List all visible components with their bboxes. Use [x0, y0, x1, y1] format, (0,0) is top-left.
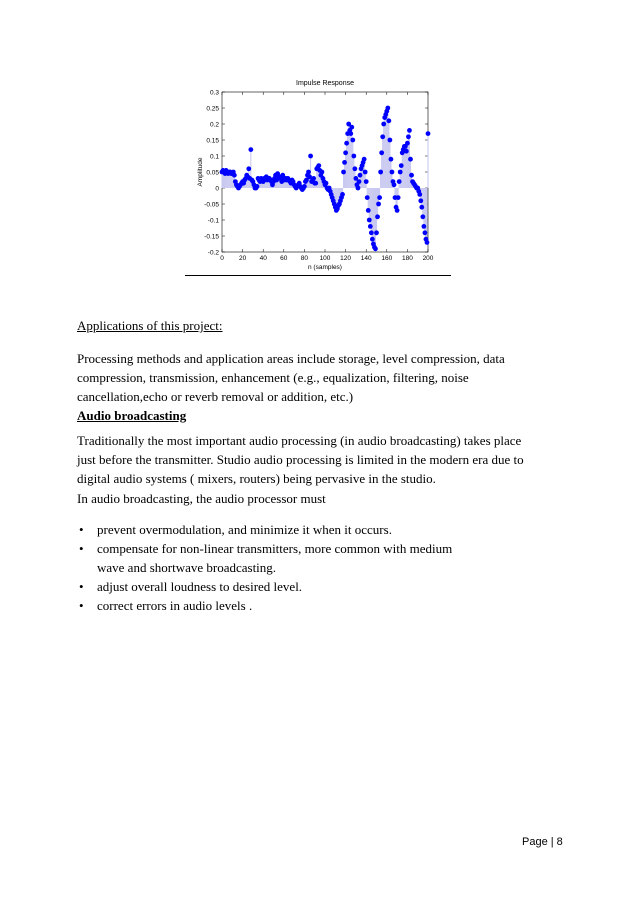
data-point [375, 214, 380, 219]
data-point [374, 230, 379, 235]
x-axis-label: n (samples) [308, 264, 342, 271]
y-tick-label: 0.3 [209, 89, 219, 97]
data-point [409, 173, 414, 178]
x-tick-label: 80 [300, 255, 309, 262]
data-point [406, 134, 411, 139]
data-point [407, 128, 412, 133]
data-point [365, 195, 370, 200]
bullet-icon: • [79, 541, 84, 556]
y-tick-label: 0.2 [209, 121, 219, 129]
intro-paragraph: Processing methods and application areas include storage, level compression, data compression, transmission, enhancement (e.g., equalization, filtering, noise cancellation,echo or reverb removal or addition, etc.) [77, 351, 505, 404]
data-point [387, 138, 392, 143]
data-point [381, 122, 386, 127]
data-point [404, 149, 409, 154]
bullet-icon: • [79, 522, 84, 537]
impulse-response-figure [180, 72, 452, 278]
data-point [373, 246, 378, 251]
data-point [364, 179, 369, 184]
data-point [362, 157, 367, 162]
data-point [396, 195, 401, 200]
y-tick-label: -0.15 [204, 233, 219, 241]
data-point [395, 208, 400, 213]
data-point [377, 195, 382, 200]
y-axis-label: Amplitude [197, 157, 204, 187]
data-point [399, 163, 404, 168]
data-point [408, 157, 413, 162]
x-tick-label: 0 [220, 255, 224, 262]
list-item [77, 596, 547, 615]
data-point [425, 240, 430, 245]
data-point [366, 208, 371, 213]
data-point [385, 106, 390, 111]
data-point [340, 192, 345, 197]
figure-bottom-rule [185, 275, 451, 276]
data-point [419, 205, 424, 210]
list-item-text: adjust overall loudness to desired level. [97, 579, 303, 594]
data-point [311, 176, 316, 181]
data-point [392, 182, 397, 187]
chart-title: Impulse Response [296, 80, 354, 87]
broadcast-paragraph: Traditionally the most important audio processing (in audio broadcasting) takes place just before the transmitter. Studio audio processing is limited in the modern era due to digital audio systems ( mixers, routers) being pervasive in the studio. [77, 433, 524, 486]
y-tick-label: -0.05 [204, 201, 219, 209]
x-tick-label: 180 [401, 255, 413, 262]
data-point [390, 170, 395, 175]
data-point [380, 134, 385, 139]
lead-in-sentence: In audio broadcasting, the audio processor must [77, 491, 326, 506]
data-point [376, 202, 381, 207]
data-point [420, 214, 425, 219]
audio-broadcasting-heading: Audio broadcasting [77, 408, 187, 423]
data-point [389, 157, 394, 162]
list-item-text: compensate for non-linear transmitters, more common with medium wave and shortwave broadcasting. [97, 541, 453, 575]
data-point [351, 154, 356, 159]
bullet-icon: • [79, 579, 84, 594]
list-item [77, 539, 547, 577]
y-tick-label: 0.15 [206, 137, 219, 145]
bullet-icon: • [79, 598, 84, 613]
list-item-text: prevent overmodulation, and minimize it when it occurs. [97, 522, 392, 537]
data-point [378, 170, 383, 175]
data-point [367, 218, 372, 223]
x-tick-label: 200 [422, 255, 434, 262]
list-item [77, 577, 547, 596]
data-point [343, 150, 348, 155]
data-point [358, 173, 363, 178]
data-point [308, 154, 313, 159]
data-point [349, 125, 354, 130]
data-point [417, 192, 422, 197]
data-point [356, 186, 361, 191]
data-point [368, 224, 373, 229]
x-tick-label: 160 [381, 255, 393, 262]
data-point [348, 131, 353, 136]
data-point [386, 118, 391, 123]
list-item-text: correct errors in audio levels . [97, 598, 253, 613]
x-tick-label: 60 [280, 255, 288, 262]
page-number: Page | 8 [522, 836, 563, 848]
data-point [397, 179, 402, 184]
y-tick-label: 0.25 [206, 105, 219, 113]
data-point [344, 141, 349, 146]
data-point [370, 237, 375, 242]
data-point [316, 163, 321, 168]
data-point [248, 147, 253, 152]
data-point [369, 230, 374, 235]
requirements-list [77, 520, 547, 615]
data-point [313, 181, 318, 186]
y-tick-label: -0.1 [207, 217, 219, 225]
data-point [246, 166, 251, 171]
data-point [398, 170, 403, 175]
x-tick-label: 40 [259, 255, 267, 262]
impulse-response-chart [180, 72, 452, 278]
data-point [418, 198, 423, 203]
data-point [342, 160, 347, 165]
plot-frame [222, 92, 428, 252]
data-point [350, 138, 355, 143]
x-tick-label: 100 [319, 255, 331, 262]
y-tick-label: -0.2 [207, 249, 219, 257]
y-tick-label: 0 [215, 185, 219, 193]
data-point [405, 141, 410, 146]
x-tick-label: 120 [340, 255, 352, 262]
data-point [357, 179, 362, 184]
data-point [352, 166, 357, 171]
data-point [379, 150, 384, 155]
data-point [426, 131, 431, 136]
data-point [363, 170, 368, 175]
data-point [324, 181, 329, 186]
y-tick-label: 0.1 [209, 153, 219, 161]
data-point [341, 170, 346, 175]
data-point [423, 230, 428, 235]
data-point [421, 224, 426, 229]
section-title: Applications of this project: [77, 318, 223, 333]
x-tick-label: 140 [360, 255, 372, 262]
list-item [77, 520, 547, 539]
data-point [306, 170, 311, 175]
x-tick-label: 20 [238, 255, 247, 262]
data-point [232, 173, 237, 178]
data-point [302, 184, 307, 189]
data-point [255, 184, 260, 189]
data-point [320, 170, 325, 175]
y-tick-label: 0.05 [206, 169, 219, 177]
